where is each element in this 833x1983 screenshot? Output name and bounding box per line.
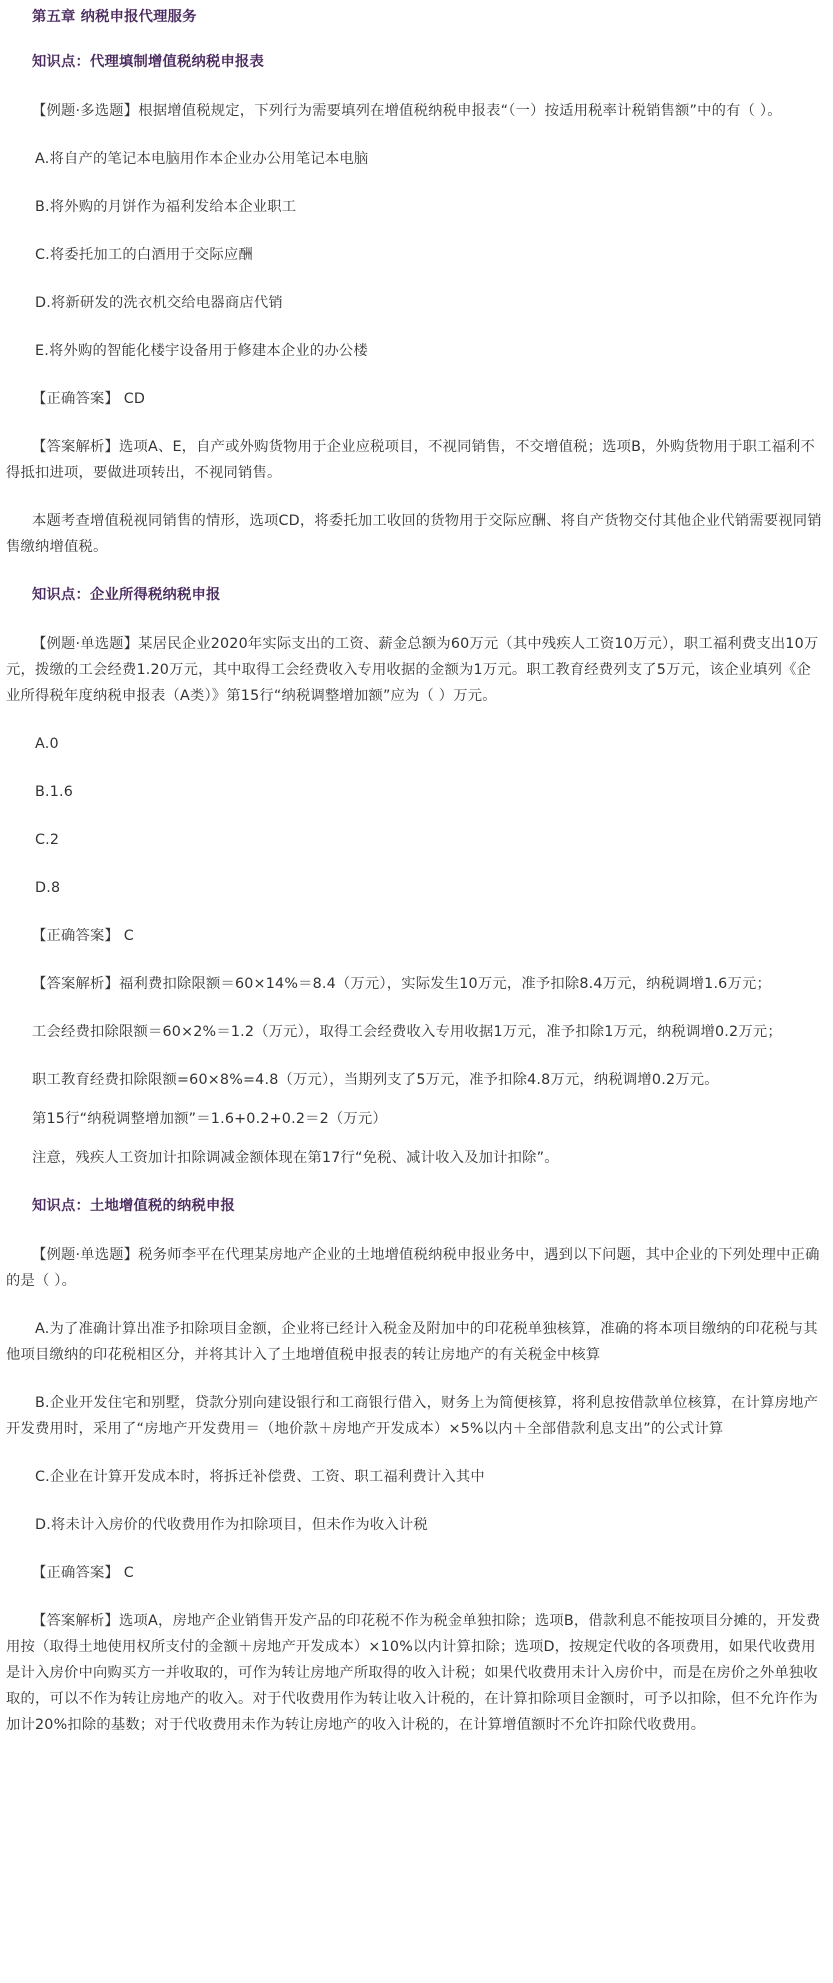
analysis-note: 注意，残疾人工资加计扣除调减金额体现在第17行“免税、减计收入及加计扣除”。 [32,1150,559,1166]
analysis-line: 第15行“纳税调整增加额”＝1.6+0.2+0.2＝2（万元） [32,1111,387,1127]
knowledge-point-title: 知识点：土地增值税的纳税申报 [32,1198,235,1214]
option-a: A.为了准确计算出准予扣除项目金额，企业将已经计入税金及附加中的印花税单独核算，准确的将本项目缴纳的印花税与其他项目缴纳的印花税相区分，并将其计入了土地增值税申报表的转让房地产的有关税金中核算 [6,1321,818,1363]
option-e: E.将外购的智能化楼宇设备用于修建本企业的办公楼 [35,343,368,359]
answer-analysis: 【答案解析】选项A、E，自产或外购货物用于企业应税项目，不视同销售，不交增值税；选项B，外购货物用于职工福利不得抵扣进项，要做进项转出，不视同销售。 [6,439,816,481]
option-d: D.将未计入房价的代收费用作为扣除项目，但未作为收入计税 [35,1517,428,1533]
section-lat [6,1193,825,1738]
option-d: D.将新研发的洗衣机交给电器商店代销 [35,295,283,311]
option-c: C.企业在计算开发成本时，将拆迁补偿费、工资、职工福利费计入其中 [35,1469,485,1485]
option-a: A.0 [35,736,59,752]
option-c: C.2 [35,832,60,848]
section-cit [6,582,825,1171]
question-text: 【例题·单选题】某居民企业2020年实际支出的工资、薪金总额为60万元（其中残疾人工资10万元），职工福利费支出10万元，拨缴的工会经费1.20万元，其中取得工会经费收入专用收据的金额为1万元。职工教育经费列支了5万元，该企业填列《企业所得税年度纳税申报表（A类）》第15行“纳税调整增加额”应为（ ）万元。 [6,636,819,704]
option-d: D.8 [35,880,61,896]
knowledge-point-title: 知识点：代理填制增值税纳税申报表 [32,54,264,70]
answer-analysis-note: 本题考查增值税视同销售的情形，选项CD，将委托加工收回的货物用于交际应酬、将自产货物交付其他企业代销需要视同销售缴纳增值税。 [6,513,822,555]
correct-answer: 【正确答案】 C [32,928,134,944]
question-text: 【例题·多选题】根据增值税规定，下列行为需要填列在增值税纳税申报表“（一）按适用税率计税销售额”中的有（ ）。 [32,103,782,119]
option-b: B.1.6 [35,784,74,800]
option-a: A.将自产的笔记本电脑用作本企业办公用笔记本电脑 [35,151,369,167]
answer-analysis: 【答案解析】福利费扣除限额＝60×14%＝8.4（万元），实际发生10万元，准予扣除8.4万元，纳税调增1.6万元； [32,976,771,992]
option-c: C.将委托加工的白酒用于交际应酬 [35,247,253,263]
section-vat [6,49,825,560]
knowledge-point-title: 知识点：企业所得税纳税申报 [32,587,221,603]
question-text: 【例题·单选题】税务师李平在代理某房地产企业的土地增值税纳税申报业务中，遇到以下问题，其中企业的下列处理中正确的是（ ）。 [6,1247,820,1289]
analysis-line: 职工教育经费扣除限额=60×8%=4.8（万元），当期列支了5万元，准予扣除4.8万元，纳税调增0.2万元。 [32,1072,719,1088]
correct-answer: 【正确答案】 C [32,1565,134,1581]
option-b: B.将外购的月饼作为福利发给本企业职工 [35,199,297,215]
answer-analysis: 【答案解析】选项A，房地产企业销售开发产品的印花税不作为税金单独扣除；选项B，借款利息不能按项目分摊的，开发费用按（取得土地使用权所支付的金额＋房地产开发成本）×10%以内计算扣除；选项D，按规定代收的各项费用，如果代收费用是计入房价中向购买方一并收取的，可作为转让房地产所取得的收入计税；如果代收费用未计入房价中，而是在房价之外单独收取的，可以不作为转让房地产的收入。对于代收费用作为转让收入计税的，在计算扣除项目金额时，可予以扣除，但不允许作为加计20%扣除的基数；对于代收费用未作为转让房地产的收入计税的，在计算增值额时不允许扣除代收费用。 [6,1613,821,1733]
option-b: B.企业开发住宅和别墅，贷款分别向建设银行和工商银行借入，财务上为简便核算，将利息按借款单位核算，在计算房地产开发费用时，采用了“房地产开发费用＝（地价款＋房地产开发成本）×5%以内＋全部借款利息支出”的公式计算 [6,1395,819,1437]
analysis-line: 工会经费扣除限额＝60×2%＝1.2（万元），取得工会经费收入专用收据1万元，准予扣除1万元，纳税调增0.2万元； [32,1024,782,1040]
chapter-title: 第五章 纳税申报代理服务 [32,9,197,25]
correct-answer: 【正确答案】 CD [32,391,146,407]
